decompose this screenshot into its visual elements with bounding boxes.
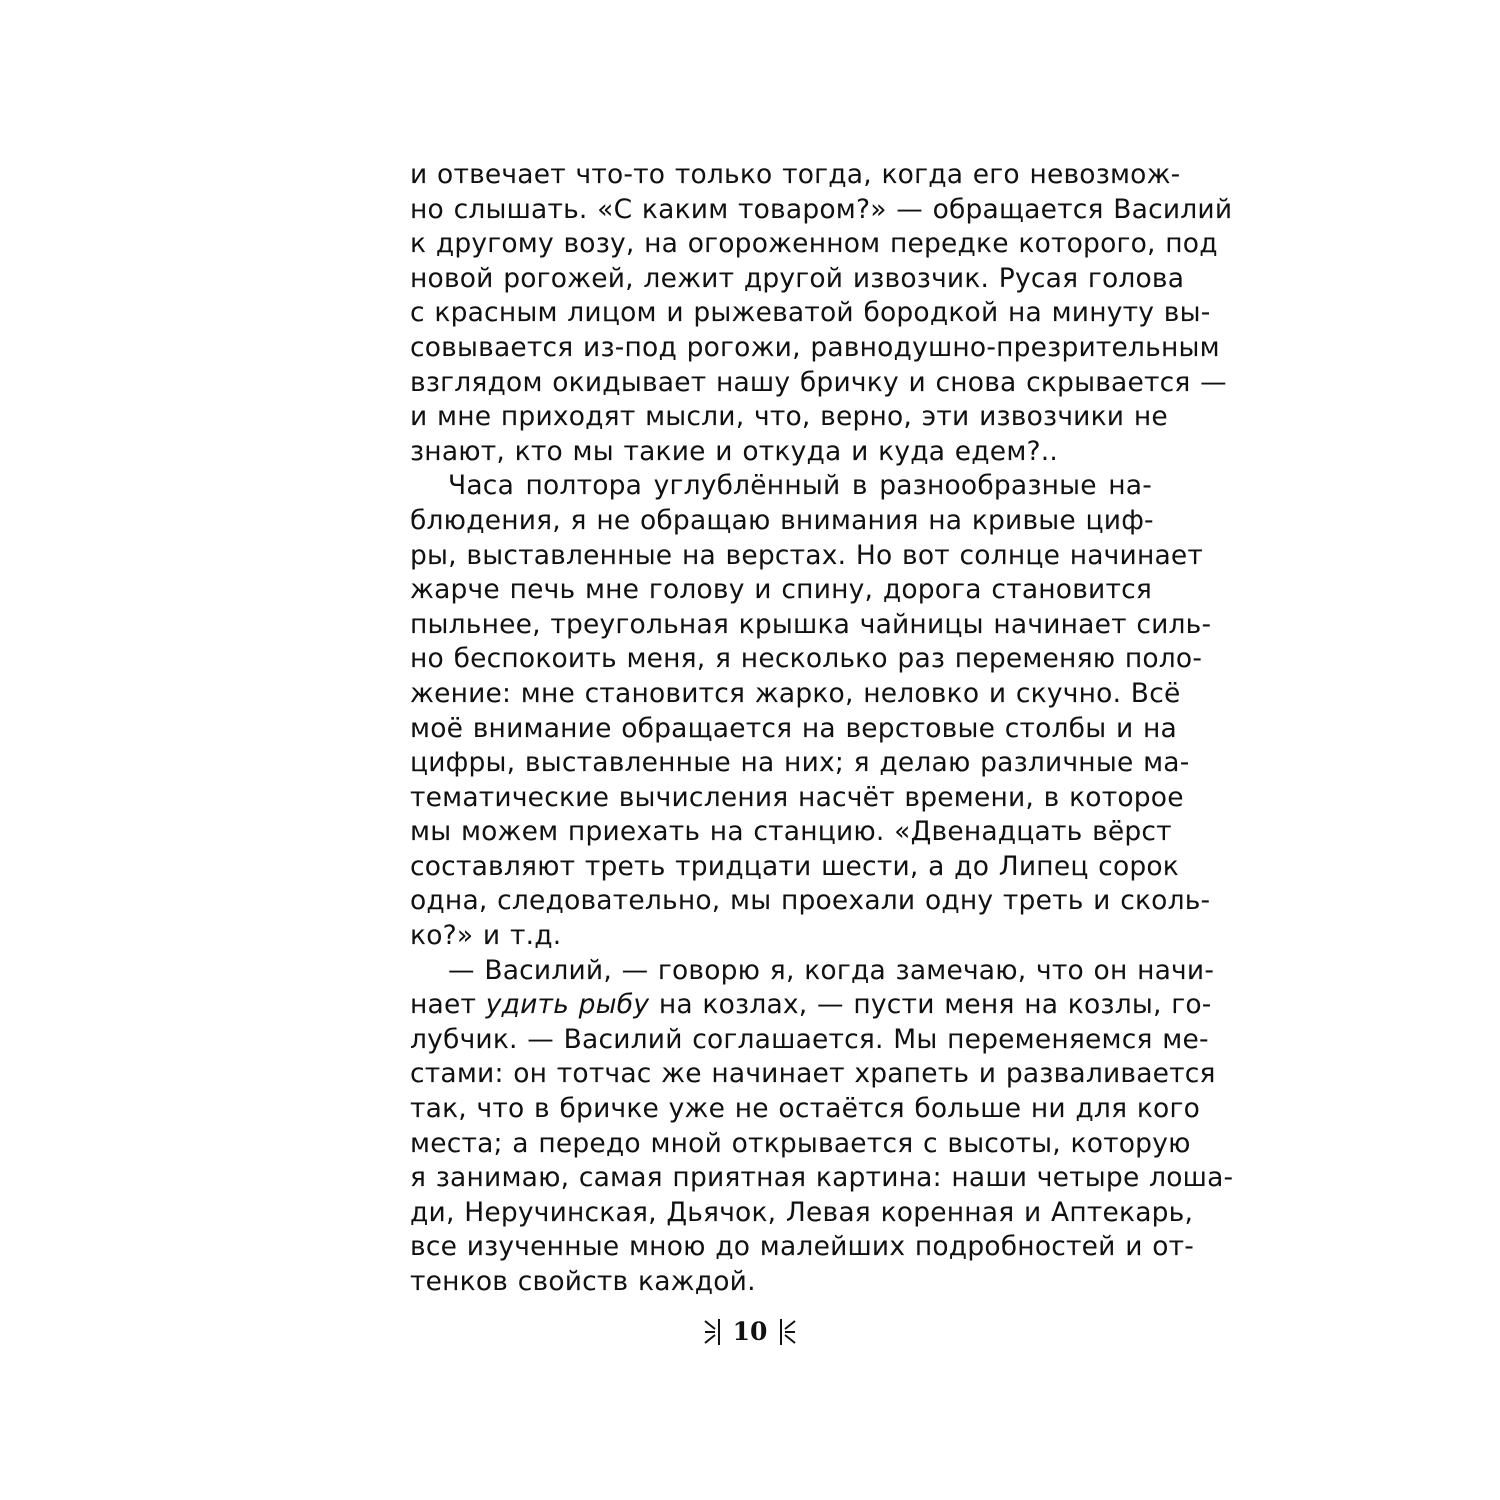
text-line: с красным лицом и рыжеватой бородкой на минуту вы- <box>410 297 1211 329</box>
text-line <box>410 988 1212 1023</box>
text-line: цифры, выставленные на них; я делаю различные ма- <box>410 747 1190 779</box>
page-footer <box>0 1312 1500 1352</box>
text-line: блюдения, я не обращаю внимания на кривые циф- <box>410 504 1154 536</box>
text-line: к другому возу, на огороженном передке которого, под <box>410 228 1218 260</box>
text-line: ры, выставленные на верстах. Но вот солнце начинает <box>410 539 1204 571</box>
text-line: так, что в бричке уже не остаётся больше ни для кого <box>410 1093 1200 1125</box>
text-line: новой рогожей, лежит другой извозчик. Русая голова <box>410 262 1185 294</box>
text-line: совывается из-под рогожи, равнодушно-презрительным <box>410 331 1220 363</box>
text-block <box>410 158 1234 1300</box>
text-line: ди, Неручинская, Дьячок, Левая коренная и Аптекарь, <box>410 1196 1194 1228</box>
text-line: — Василий, — говорю я, когда замечаю, что он начи- <box>448 954 1215 986</box>
italic-phrase: удить рыбу <box>485 989 650 1021</box>
page-number: 10 <box>732 1317 768 1346</box>
text-line: лубчик. — Василий соглашается. Мы переменяемся ме- <box>410 1023 1209 1055</box>
text-line: Часа полтора углублённый в разнообразные на- <box>448 470 1152 502</box>
text-line: ко?» и т.д. <box>410 920 562 952</box>
text-line: знают, кто мы такие и откуда и куда едем?.. <box>410 435 1059 467</box>
text-line: я занимаю, самая приятная картина: наши четыре лоша- <box>410 1162 1234 1194</box>
text-line: пыльнее, треугольная крышка чайницы начинает силь- <box>410 608 1212 640</box>
left-ornament-icon <box>703 1317 723 1347</box>
text-line: но беспокоить меня, я несколько раз переменяю поло- <box>410 643 1203 675</box>
right-ornament-icon <box>777 1317 797 1347</box>
text-line: мы можем приехать на станцию. «Двенадцать вёрст <box>410 816 1172 848</box>
text-line: и мне приходят мысли, что, верно, эти извозчики не <box>410 401 1168 433</box>
text-line: места; а передо мной открывается с высоты, которую <box>410 1127 1191 1159</box>
text-line: все изученные мною до малейших подробностей и от- <box>410 1231 1195 1263</box>
text-line: жение: мне становится жарко, неловко и скучно. Всё <box>410 677 1181 709</box>
text-segment: на козлах, — пусти меня на козлы, го- <box>658 989 1212 1021</box>
text-line: моё внимание обращается на верстовые столбы и на <box>410 712 1177 744</box>
text-line: тематические вычисления насчёт времени, в которое <box>410 781 1184 813</box>
text-line: тенков свойств каждой. <box>410 1266 756 1297</box>
text-line: составляют треть тридцати шести, а до Липец сорок <box>410 850 1180 882</box>
text-line: и отвечает что-то только тогда, когда его невозмож- <box>410 159 1181 190</box>
text-line: взглядом окидывает нашу бричку и снова скрывается — <box>410 366 1227 398</box>
text-line: но слышать. «С каким товаром?» — обращается Василий <box>410 193 1233 225</box>
text-line: одна, следовательно, мы проехали одну треть и сколь- <box>410 885 1211 917</box>
text-line: жарче печь мне голову и спину, дорога становится <box>410 574 1152 606</box>
text-line: стами: он тотчас же начинает храпеть и разваливается <box>410 1058 1216 1090</box>
text-segment: нает <box>410 989 477 1021</box>
